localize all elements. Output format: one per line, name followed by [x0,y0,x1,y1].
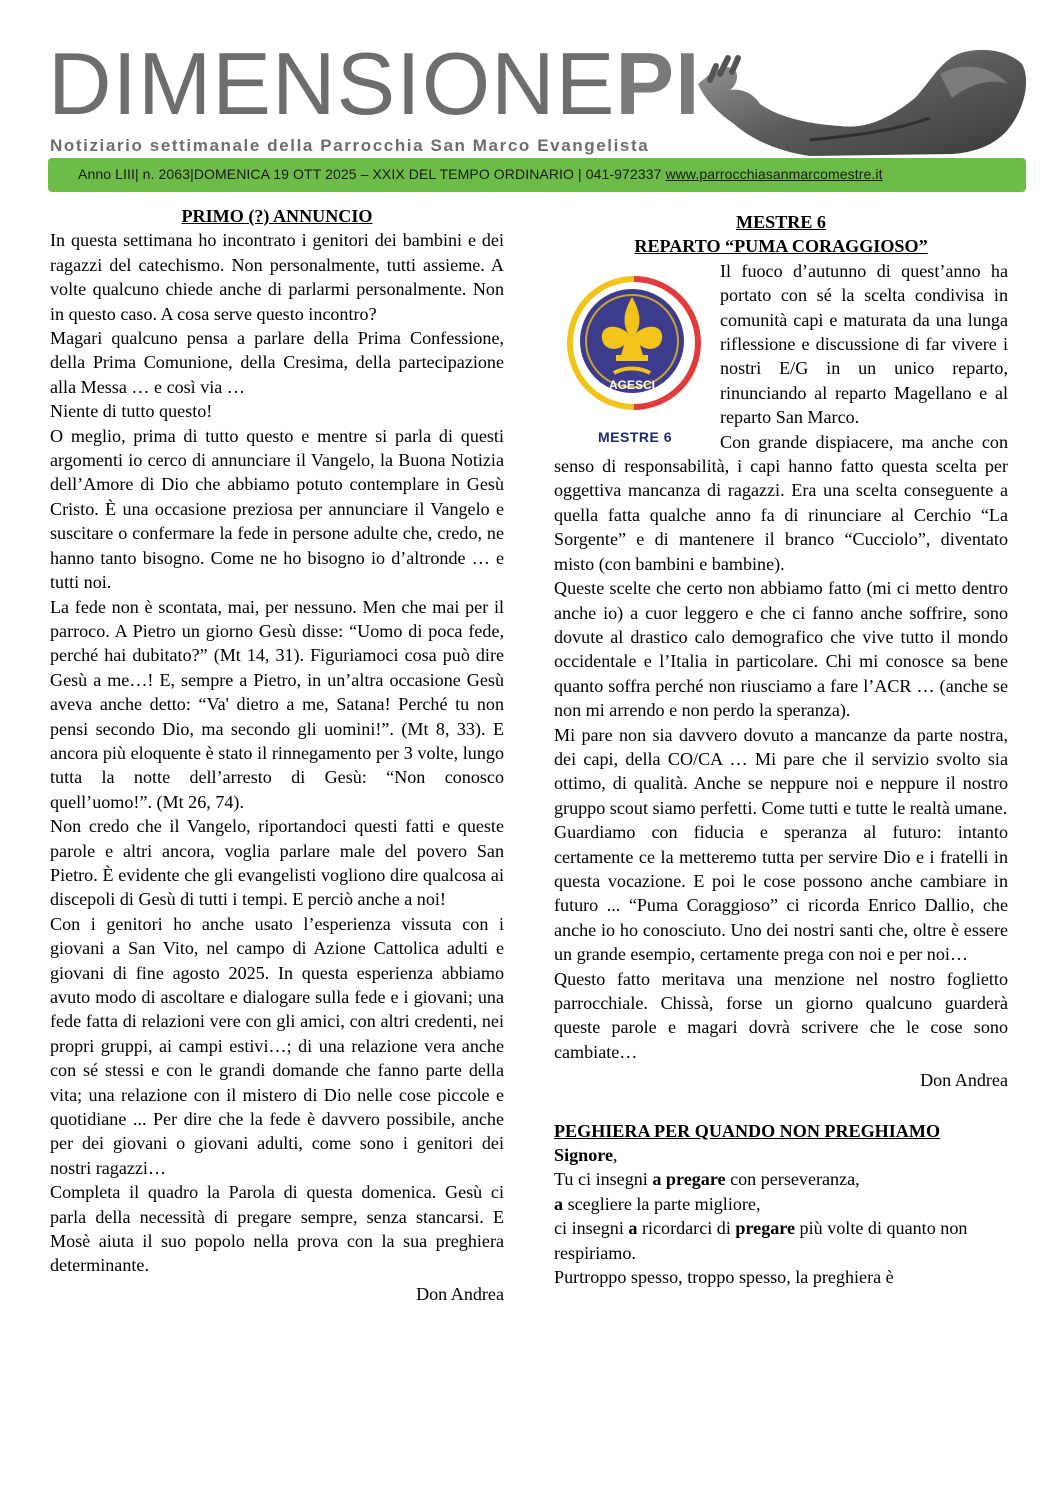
prayer-line-1 [554,1167,1008,1191]
left-paragraph-1: In questa settimana ho incontrato i genitori dei bambini e dei ragazzi del catechismo. Non personalmente, tutti assieme. A volte qualcuno chiede anche di parlarmi personalmente. Non in questo caso. A cosa serve questo incontro? [50,230,504,324]
right-paragraph-4: Mi pare non sia davvero dovuto a mancanze da parte nostra, dei capi, della CO/CA … Mi pare che il servizio svolto sia ottimo, di qualità. Anche se neppure noi e neppure il nostro gruppo scout siamo perfetti. Come tutti e tutte le realtà umane. [554,724,1008,818]
left-paragraph-7: Con i genitori ho anche usato l’esperienza vissuta con i giovani a San Vito, nel campo di Azione Cattolica adulti e giovani di fine agosto 2025. In questa esperienza abbiamo avuto modo di ascoltare e dialogare sulla fede e i giovani; una fede fatta di relazioni vere con gli amici, con altri credenti, nei propri gruppi, ai campi estivi…; di una relazione vera anche con sé stessi e con le grandi domande che fanno parte della vita; una relazione con il mistero di Dio nelle cose piccole e quotidiane ... Per dire che la fede è davvero possibile, anche per dei giovani o giovani adulti, come sono i genitori dei nostri ragazzi… [50,913,504,1178]
right-paragraph-5: Guardiamo con fiducia e speranza al futuro: intanto certamente ce la metteremo tutta per servire Dio e i fratelli in questa vocazione. E poi le cose possono anche cambiare in futuro ... “Puma Coraggioso” ci ricorda Enrico Dallio, che anche io ho conosciuto. Uno dei nostri santi che, oltre è essere un grande esempio, certamente prega con noi e per noi… [554,822,1008,965]
left-signature: Don Andrea [416,1283,504,1304]
masthead-title-accent: PI [615,34,701,133]
right-article-heading-1: MESTRE 6 [736,212,826,232]
website-link[interactable]: www.parrocchiasanmarcomestre.it [665,166,883,182]
right-paragraph-1: Il fuoco d’autunno di quest’anno ha portato con sé la scelta condivisa in comunità capi e maturata da una lunga riflessione e discussione di far vivere i nostri E/G in un unico reparto, rinunciando al reparto Magellano e al reparto San Marco. [720,260,1008,428]
info-bar-text [78,166,883,182]
prayer-line-3-a: ci insegni [554,1218,629,1239]
prayer-line-2-a: a [554,1193,564,1214]
sculpture-image [690,44,1030,156]
logo-caption: MESTRE 6 [598,428,673,445]
prayer-line-1-b: a pregare [652,1169,726,1190]
left-paragraph-3: Niente di tutto questo! [50,401,213,422]
prayer-line-3-d: pregare [735,1218,796,1239]
prayer-section [554,1119,1008,1290]
prayer-address: Signore [554,1145,613,1166]
left-paragraph-2: Magari qualcuno pensa a parlare della Prima Confessione, della Prima Comunione, della Cresima, della partecipazione alla Messa … e così via … [50,328,504,397]
agesci-ring-text: AGESCI [608,377,656,392]
left-article [50,204,504,1306]
scout-emblem-icon [554,267,714,423]
right-article [554,210,1008,1289]
issue-info: Anno LIII| n. 2063|DOMENICA 19 OTT 2025 – XXIX DEL TEMPO ORDINARIO | 041-972337 [78,166,662,182]
masthead-title [48,34,701,133]
left-article-heading: PRIMO (?) ANNUNCIO [181,206,373,226]
prayer-line-3-b: a [628,1218,638,1239]
prayer-line-3 [554,1216,1008,1265]
left-paragraph-4: O meglio, prima di tutto questo e mentre si parla di questi argomenti io cerco di annunciare il Vangelo, la Buona Notizia dell’Amore di Dio che abbiamo potuto contemplare in Gesù Cristo. È una occasione preziosa per annunciare il Vangelo e suscitare o confermare la fede in persone adulte che, credo, ne hanno tanto bisogno. Come ne ho bisogno io d’altronde … e tutti noi. [50,425,504,593]
right-paragraph-6: Questo fatto meritava una menzione nel nostro foglietto parrocchiale. Chissà, forse un giorno qualcuno guarderà queste parole e magari dovrà scrivere che le cose sono cambiate… [554,968,1008,1062]
prayer-line-2 [554,1192,1008,1216]
prayer-address-line: Signore, [554,1145,618,1166]
prayer-heading: PEGHIERA PER QUANDO NON PREGHIAMO [554,1120,941,1141]
right-signature: Don Andrea [920,1070,1008,1091]
left-paragraph-8: Completa il quadro la Parola di questa domenica. Gesù ci parla della necessità di pregare sempre, senza stancarsi. E Mosè aiuta il suo popolo nella prova con la sua preghiera determinante. [50,1182,504,1276]
left-paragraph-5: La fede non è scontata, mai, per nessuno. Men che mai per il parroco. A Pietro un giorno Gesù disse: “Uomo di poca fede, perché hai dubitato?” (Mt 14, 31). Figuriamoci cosa può dire Gesù a me…! E, sempre a Pietro, in un’altra occasione Gesù aveva anche detto: “Va' dietro a me, Satana! Perché tu non pensi secondo Dio, ma secondo gli uomini!”. (Mt 8, 33). E ancora più eloquente è stato il rinnegamento per 3 volte, lungo tutta la notte dell’arresto di Gesù: “Non conosco quell’uomo!”. (Mt 26, 74). [50,596,504,812]
right-article-heading-2: REPARTO “PUMA CORAGGIOSO” [634,236,928,257]
prayer-line-3-e: più volte di quanto non respiriamo. [554,1218,968,1263]
prayer-line-2-b: scegliere la parte migliore, [563,1193,761,1214]
left-paragraph-6: Non credo che il Vangelo, riportandoci questi fatti e queste parole e altri ancora, voglia parlare male del povero San Pietro. È evidente che gli evangelisti vogliono dire qualcosa ai discepoli di Gesù di tutti i tempi. E perciò anche a noi! [50,816,504,910]
masthead-title-main: DIMENSIONE [48,34,616,133]
prayer-line-1-a: Tu ci insegni [554,1169,653,1190]
right-paragraph-3: Queste scelte che certo non abbiamo fatto (mi ci metto dentro anche io) a cuor leggero e che ci fanno anche soffrire, sono dovute al drastico calo demografico che vive tutto il mondo occidentale e l’Italia in particolare. Chi mi conosce sa bene quanto soffra perché non riusciamo a fare l’ACR … (anche se non mi arrendo e non perdo la speranza). [554,578,1008,721]
right-paragraph-2: Con grande dispiacere, ma anche con senso di responsabilità, i capi hanno fatto questa scelta per oggettiva mancanza di ragazzi. Era una scelta conseguente a quella fatta qualche anno fa di rinunciare al Cerchio “La Sorgente” e di mantenere il branco “Cucciolo”, diventato misto (con bambini e bambine). [554,431,1008,574]
prayer-line-4: Purtroppo spesso, troppo spesso, la preghiera è [554,1267,894,1288]
agesci-logo [554,267,714,451]
prayer-line-3-c: ricordarci di [637,1218,736,1239]
masthead-subtitle: Notiziario settimanale della Parrocchia San Marco Evangelista [50,136,650,155]
prayer-line-1-c: con perseveranza, [725,1169,860,1190]
